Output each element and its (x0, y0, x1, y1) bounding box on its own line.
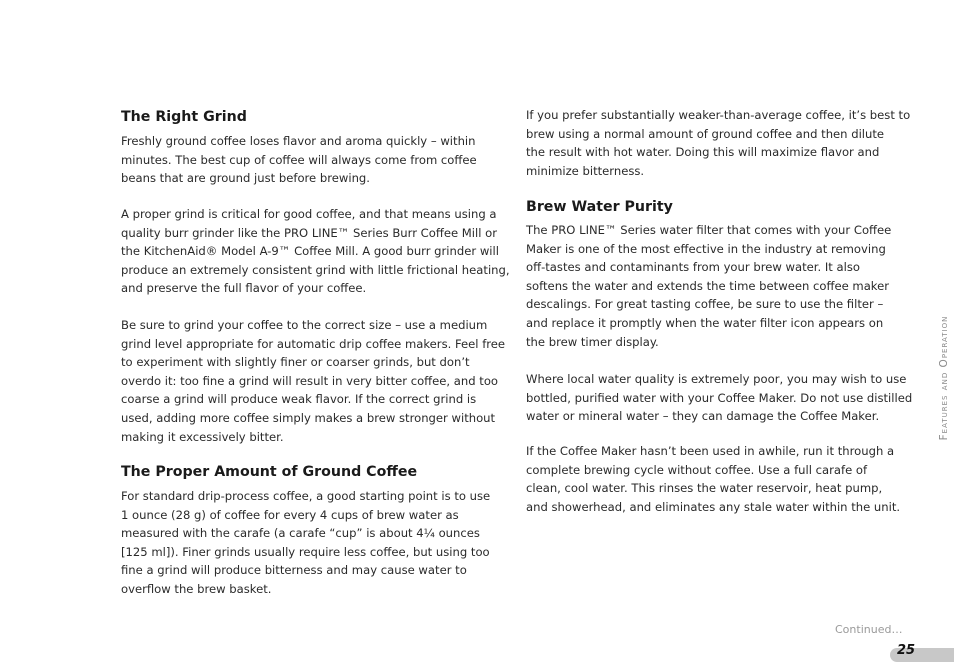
side-tab-label: Features and Operation (938, 315, 950, 441)
amount-heading: The Proper Amount of Ground Coffee (121, 464, 418, 480)
water-purity-paragraph-3: If the Coffee Maker hasn’t been used in awhile, run it through a complete brewing cycle without coffee. Use a full carafe of clean, cool water. This rinses the water reservoir, heat pump, and showerhead, and eliminates any stale water within the unit. (526, 444, 901, 514)
page-number: 25 (897, 643, 916, 658)
weaker-coffee-paragraph: If you prefer substantially weaker-than-average coffee, it’s best to brew using a normal amount of ground coffee and then dilute the result with hot water. Doing this will maximize flavor and minimize bitterness. (526, 108, 911, 178)
right-grind-paragraph-1: Freshly ground coffee loses flavor and aroma quickly – within minutes. The best cup of coffee will always come from coffee beans that are ground just before brewing. (121, 134, 477, 186)
amount-paragraph-1: For standard drip-process coffee, a good starting point is to use 1 ounce (28 g) of coffee for every 4 cups of brew water as measured with the carafe (a carafe “cup” is about 4¼ ounces [125 ml]). Finer grinds usually require less coffee, but using too fine a grind will produce bitterness and may cause water to overflow the brew basket. (121, 489, 491, 596)
right-grind-heading: The Right Grind (121, 109, 247, 125)
section-side-tab (936, 258, 952, 498)
water-purity-paragraph-1: The PRO LINE™ Series water filter that comes with your Coffee Maker is one of the most effective in the industry at removing off-tastes and contaminants from your brew water. It also softens the water and extends the time between coffee maker descalings. For great tasting coffee, be sure to use the filter – and replace it promptly when the water filter icon appears on the brew timer display. (526, 223, 892, 349)
right-grind-paragraph-3: Be sure to grind your coffee to the correct size – use a medium grind level appropriate for automatic drip coffee makers. Feel free to experiment with slightly finer or coarser grinds, but don’t overdo it: too fine a grind will result in very bitter coffee, and too coarse a grind will produce weak flavor. If the correct grind is used, adding more coffee simply makes a brew stronger without making it excessively bitter. (121, 318, 506, 444)
water-purity-paragraph-2: Where local water quality is extremely poor, you may wish to use bottled, purified water with your Coffee Maker. Do not use distilled water or mineral water – they can damage the Coffee Maker. (526, 372, 913, 424)
water-purity-heading: Brew Water Purity (526, 199, 673, 215)
right-grind-paragraph-2: A proper grind is critical for good coffee, and that means using a quality burr grinder like the PRO LINE™ Series Burr Coffee Mill or the KitchenAid® Model A-9™ Coffee Mill. A good burr grinder will produce an extremely consistent grind with little frictional heating, and preserve the full flavor of your coffee. (121, 207, 510, 296)
continued-note: Continued… (835, 623, 903, 636)
